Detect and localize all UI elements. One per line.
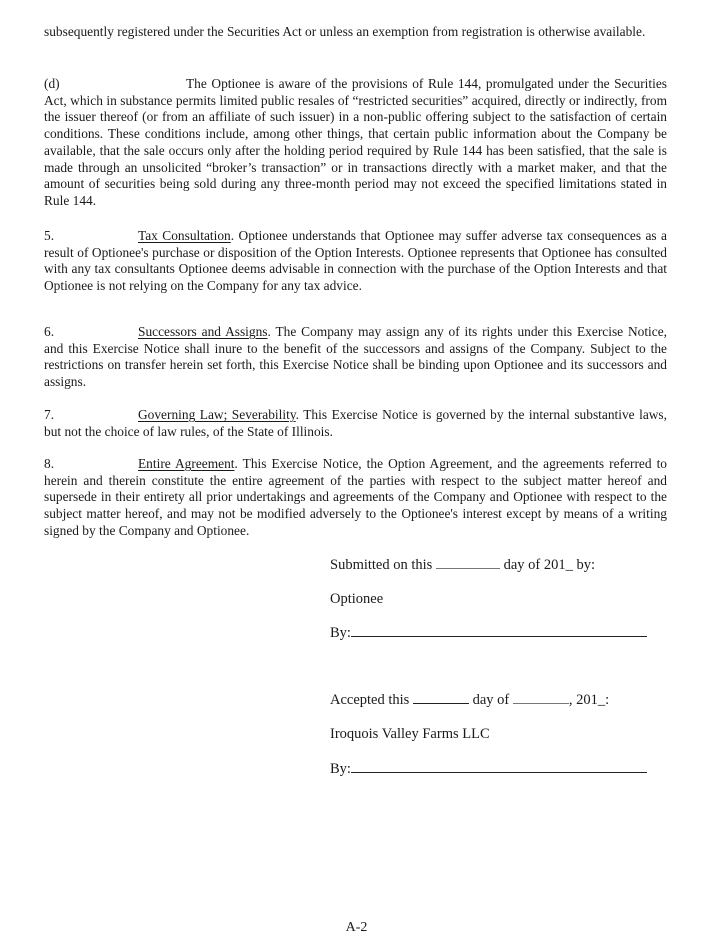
submitted-prefix: Submitted on this xyxy=(330,557,433,573)
section-text: . The Company may assign any of its rights under this Exercise Notice, and this Exercise Notice shall inure to the benefit of the successors and assigns of the Company. Subject to the restrictions on transfer herein set forth, this Exercise Notice shall be binding upon Optionee and its successors and assigns. xyxy=(44,324,667,390)
section-number: 5. xyxy=(44,228,55,243)
section-heading: Successors and Assigns xyxy=(138,324,268,339)
accepted-suffix: , 201_: xyxy=(568,692,610,708)
section-heading: Entire Agreement xyxy=(138,456,235,471)
section-number: 6. xyxy=(44,324,55,339)
accepted-day-blank[interactable] xyxy=(413,691,469,704)
section-text: . This Exercise Notice is governed by the internal substantive laws, but not the choice of law rules, of the State of Illinois. xyxy=(44,407,667,439)
section-heading: Tax Consultation xyxy=(138,228,231,243)
submitted-line xyxy=(330,556,595,574)
submitted-suffix: day of 201_ by: xyxy=(503,557,595,573)
by-label: By: xyxy=(330,625,351,641)
section-8 xyxy=(44,456,667,540)
section-text: . This Exercise Notice, the Option Agreement, and the agreements referred to herein and therein constitute the entire agreement of the parties with respect to the subject matter hereof and supersede in their entirety all prior undertakings and agreements of the Company and Optionee with respect to the subject matter hereof, and may not be modified adversely to the Optionee's interest except by means of a writing signed by the Company and Optionee. xyxy=(44,456,667,538)
optionee-text: Optionee xyxy=(330,591,384,607)
accepted-mid: day of xyxy=(472,692,510,708)
clause-d-paragraph xyxy=(44,76,667,210)
company-signature-line xyxy=(330,760,647,778)
company-name xyxy=(330,725,490,743)
section-heading: Governing Law; Severability xyxy=(138,407,296,422)
section-text: . Optionee understands that Optionee may suffer adverse tax consequences as a result of Optionee's purchase or disposition of the Option Interests. Optionee represents that Optionee has consulted with any tax consultants Optionee deems advisable in connection with the purchase of the Option Interests and that Optionee is not relying on the Company for any tax advice. xyxy=(44,228,667,294)
section-6 xyxy=(44,324,667,391)
continuation-text: subsequently registered under the Securities Act or unless an exemption from registration is otherwise available. xyxy=(44,24,646,39)
accepted-month-blank[interactable] xyxy=(513,691,569,704)
page-number: A-2 xyxy=(345,920,368,935)
accepted-line xyxy=(330,691,609,709)
submitted-day-blank[interactable] xyxy=(436,556,500,569)
section-number: 8. xyxy=(44,456,55,471)
section-5 xyxy=(44,228,667,295)
company-name-text: Iroquois Valley Farms LLC xyxy=(330,726,490,742)
company-signature-blank[interactable] xyxy=(351,760,647,773)
section-7 xyxy=(44,407,667,440)
page-footer xyxy=(0,920,713,936)
clause-d-label: (d) xyxy=(44,76,60,91)
optionee-signature-blank[interactable] xyxy=(351,624,647,637)
optionee-label xyxy=(330,590,383,608)
by-label: By: xyxy=(330,761,351,777)
section-number: 7. xyxy=(44,407,55,422)
optionee-signature-line xyxy=(330,624,647,642)
clause-d-text: The Optionee is aware of the provisions of Rule 144, promulgated under the Securities Act, which in substance permits limited public resales of “restricted securities” acquired, directly or indirectly, from the issuer thereof (or from an affiliate of such issuer) in a non-public offering subject to the satisfaction of certain conditions. These conditions include, among other things, that certain public information about the Company be available, that the sale occurs only after the holding period required by Rule 144 has been satisfied, that the sale is made through an unsolicited “broker’s transaction” or in transactions directly with a market maker, and that the amount of securities being sold during any three-month period may not exceed the specified limitations stated in Rule 144. xyxy=(44,76,667,208)
continuation-paragraph xyxy=(44,24,667,41)
accepted-prefix: Accepted this xyxy=(330,692,410,708)
